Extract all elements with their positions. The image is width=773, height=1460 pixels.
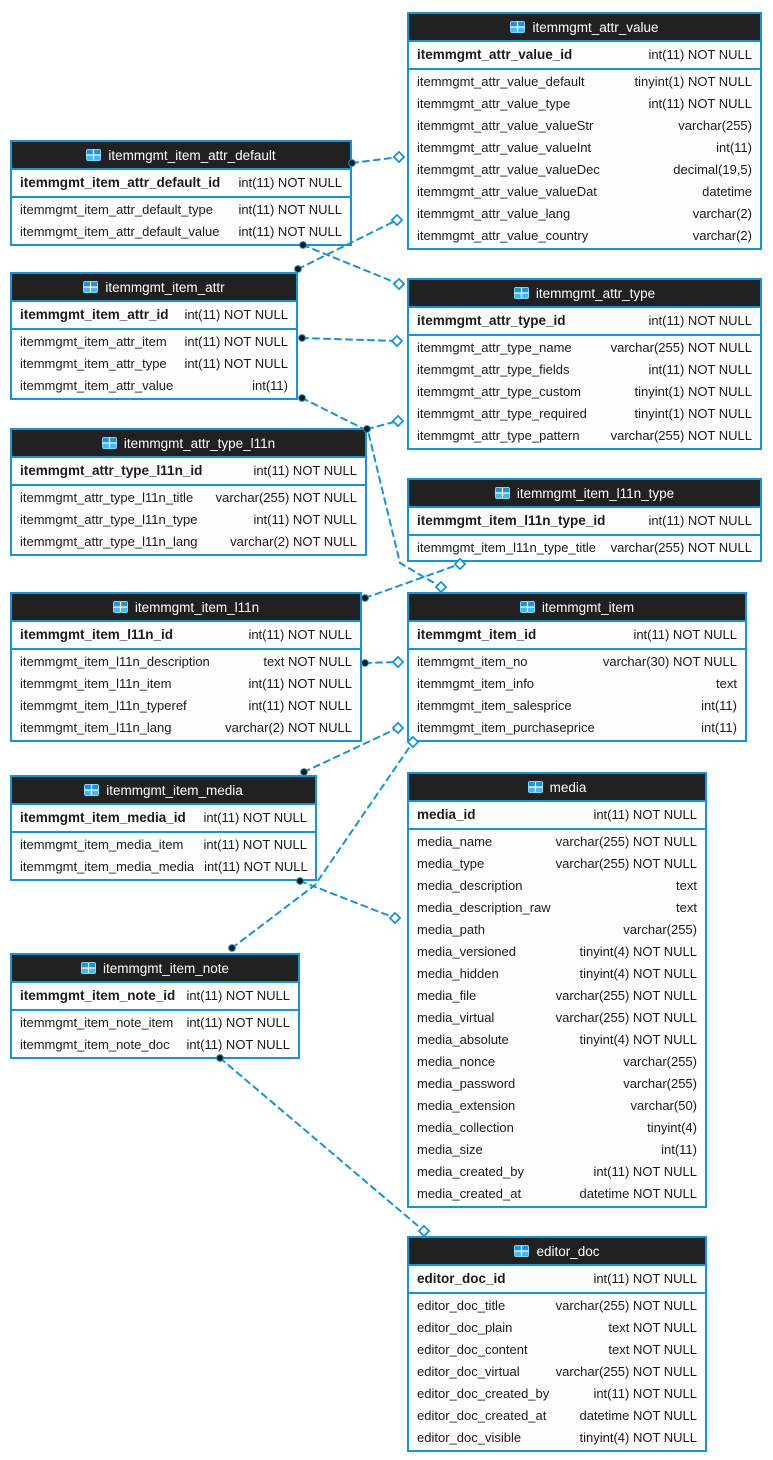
column-name: media_virtual <box>417 1010 495 1025</box>
column-type: varchar(255) NOT NULL <box>610 540 752 555</box>
column-type: decimal(19,5) <box>673 162 752 177</box>
column-type: tinyint(4) NOT NULL <box>579 1032 697 1047</box>
column-row <box>409 853 705 875</box>
column-list <box>409 650 745 740</box>
column-name: itemmgmt_attr_type_required <box>417 406 587 421</box>
column-name: itemmgmt_item_media_media <box>20 859 195 874</box>
column-type: varchar(2) NOT NULL <box>225 720 352 735</box>
table-grid-icon <box>514 1245 529 1257</box>
column-type: int(11) <box>252 378 288 393</box>
column-name: media_path <box>417 922 485 937</box>
pk-column-type: int(11) NOT NULL <box>593 807 697 822</box>
column-name: itemmgmt_attr_type_custom <box>417 384 582 399</box>
column-name: editor_doc_plain <box>417 1320 513 1335</box>
pk-column-type: int(11) NOT NULL <box>648 47 752 62</box>
column-name: itemmgmt_item_attr_item <box>20 334 167 349</box>
column-row <box>409 985 705 1007</box>
column-type: varchar(255) NOT NULL <box>555 988 697 1003</box>
pk-column-name: itemmgmt_item_attr_default_id <box>20 175 221 190</box>
column-type: datetime NOT NULL <box>579 1186 697 1201</box>
table-itemmgmt_attr_type_l11n[interactable] <box>10 428 367 556</box>
column-type: tinyint(4) NOT NULL <box>579 944 697 959</box>
column-type: varchar(255) <box>623 1076 697 1091</box>
pk-column-type: int(11) NOT NULL <box>238 175 342 190</box>
pk-column-type: int(11) NOT NULL <box>184 307 288 322</box>
column-row <box>409 875 705 897</box>
column-name: media_created_at <box>417 1186 522 1201</box>
column-row <box>409 1139 705 1161</box>
column-list <box>12 198 350 244</box>
pk-column-name: itemmgmt_item_l11n_type_id <box>417 513 606 528</box>
pk-row <box>12 983 298 1011</box>
column-type: int(11) NOT NULL <box>593 1164 697 1179</box>
column-type: int(11) NOT NULL <box>186 1015 290 1030</box>
relationship-endpoint-diamond <box>393 416 403 426</box>
column-type: varchar(2) NOT NULL <box>230 534 357 549</box>
column-name: editor_doc_title <box>417 1298 506 1313</box>
column-name: media_file <box>417 988 477 1003</box>
table-title: itemmgmt_item_media <box>106 782 243 798</box>
column-type: tinyint(4) <box>647 1120 697 1135</box>
column-name: itemmgmt_item_no <box>417 654 528 669</box>
relationship-itemmgmt_item_media-to-media <box>300 881 395 918</box>
column-row <box>12 331 296 353</box>
column-list <box>12 486 365 554</box>
table-itemmgmt_item_media[interactable] <box>10 775 317 881</box>
column-row <box>12 353 296 375</box>
column-list <box>12 833 315 879</box>
column-row <box>409 71 760 93</box>
relationship-endpoint-diamond <box>392 336 402 346</box>
column-row <box>12 221 350 243</box>
pk-column-name: itemmgmt_attr_type_id <box>417 313 566 328</box>
relationship-endpoint-diamond <box>392 215 402 225</box>
table-grid-icon <box>84 784 99 796</box>
column-name: itemmgmt_attr_value_valueDec <box>417 162 600 177</box>
column-name: itemmgmt_item_purchaseprice <box>417 720 595 735</box>
table-header[interactable] <box>12 430 365 458</box>
column-row <box>409 203 760 225</box>
table-header[interactable] <box>12 142 350 170</box>
table-grid-icon <box>113 601 128 613</box>
relationship-endpoint-dot <box>362 595 369 602</box>
table-header[interactable] <box>12 777 315 805</box>
column-list <box>12 650 360 740</box>
column-row <box>409 941 705 963</box>
column-row <box>12 199 350 221</box>
table-grid-icon <box>83 281 98 293</box>
column-name: itemmgmt_attr_type_fields <box>417 362 570 377</box>
column-type: int(11) NOT NULL <box>253 512 357 527</box>
table-title: itemmgmt_attr_value <box>532 19 659 35</box>
column-row <box>409 651 745 673</box>
relationship-endpoint-dot <box>362 660 369 667</box>
relationship-itemmgmt_attr_type_l11n-to-itemmgmt_attr_type <box>367 421 398 429</box>
column-row <box>409 93 760 115</box>
column-name: itemmgmt_attr_value_lang <box>417 206 571 221</box>
column-row <box>409 425 760 447</box>
pk-column-type: int(11) NOT NULL <box>648 313 752 328</box>
column-name: media_versioned <box>417 944 517 959</box>
column-name: itemmgmt_attr_value_valueDat <box>417 184 597 199</box>
column-type: varchar(255) NOT NULL <box>555 834 697 849</box>
column-name: media_password <box>417 1076 516 1091</box>
column-type: varchar(255) <box>678 118 752 133</box>
column-name: media_description_raw <box>417 900 551 915</box>
column-row <box>409 1383 705 1405</box>
column-row <box>12 695 360 717</box>
pk-column-type: int(11) NOT NULL <box>203 810 307 825</box>
column-row <box>12 1012 298 1034</box>
pk-column-type: int(11) NOT NULL <box>648 513 752 528</box>
relationship-endpoint-diamond <box>390 913 400 923</box>
column-type: varchar(255) NOT NULL <box>555 1364 697 1379</box>
column-name: itemmgmt_attr_value_valueInt <box>417 140 592 155</box>
column-name: itemmgmt_attr_type_l11n_lang <box>20 534 198 549</box>
table-itemmgmt_item_attr[interactable] <box>10 272 298 400</box>
column-row <box>409 181 760 203</box>
column-row <box>12 717 360 739</box>
column-row <box>409 1029 705 1051</box>
table-header[interactable] <box>409 14 760 42</box>
column-type: varchar(255) NOT NULL <box>610 340 752 355</box>
column-name: media_hidden <box>417 966 499 981</box>
column-type: int(11) <box>716 140 752 155</box>
table-header[interactable] <box>409 280 760 308</box>
column-name: itemmgmt_item_media_item <box>20 837 184 852</box>
column-type: tinyint(1) NOT NULL <box>634 74 752 89</box>
pk-column-name: itemmgmt_item_l11n_id <box>20 627 174 642</box>
column-name: editor_doc_created_by <box>417 1386 550 1401</box>
column-name: itemmgmt_attr_type_name <box>417 340 572 355</box>
pk-row <box>409 802 705 830</box>
column-type: text <box>716 676 737 691</box>
column-type: tinyint(4) NOT NULL <box>579 966 697 981</box>
table-itemmgmt_attr_value[interactable] <box>407 12 762 250</box>
table-title: itemmgmt_item_l11n_type <box>516 485 675 501</box>
column-type: text <box>676 900 697 915</box>
pk-row <box>409 1266 705 1294</box>
column-row <box>409 1007 705 1029</box>
table-grid-icon <box>510 21 525 33</box>
relationship-itemmgmt_item_attr-to-itemmgmt_attr_type <box>302 338 397 341</box>
column-row <box>409 1095 705 1117</box>
column-type: varchar(2) <box>692 228 752 243</box>
column-type: int(11) NOT NULL <box>593 1386 697 1401</box>
relationship-endpoint-diamond <box>419 1226 429 1236</box>
column-row <box>409 1183 705 1205</box>
column-type: text NOT NULL <box>608 1320 697 1335</box>
relationship-itemmgmt_item_attr_default-to-itemmgmt_attr_type <box>303 245 399 284</box>
column-row <box>12 834 315 856</box>
column-name: media_name <box>417 834 493 849</box>
pk-row <box>12 805 315 833</box>
column-row <box>409 1361 705 1383</box>
column-row <box>409 225 760 247</box>
column-name: itemmgmt_attr_value_type <box>417 96 571 111</box>
column-type: varchar(255) NOT NULL <box>555 856 697 871</box>
table-header[interactable] <box>12 594 360 622</box>
column-name: media_extension <box>417 1098 516 1113</box>
column-list <box>409 336 760 448</box>
column-row <box>409 137 760 159</box>
table-title: itemmgmt_attr_type <box>535 285 656 301</box>
column-type: int(11) NOT NULL <box>248 676 352 691</box>
table-editor_doc[interactable] <box>407 1236 707 1452</box>
pk-column-name: itemmgmt_item_attr_id <box>20 307 169 322</box>
column-name: media_nonce <box>417 1054 496 1069</box>
column-type: int(11) NOT NULL <box>238 202 342 217</box>
column-name: itemmgmt_item_l11n_type_title <box>417 540 596 555</box>
column-name: itemmgmt_item_attr_default_type <box>20 202 213 217</box>
column-name: itemmgmt_item_l11n_item <box>20 676 172 691</box>
column-row <box>409 1427 705 1449</box>
pk-column-name: itemmgmt_item_id <box>417 627 537 642</box>
column-name: itemmgmt_item_attr_value <box>20 378 174 393</box>
column-type: int(11) NOT NULL <box>648 362 752 377</box>
pk-row <box>12 170 350 198</box>
column-list <box>12 330 296 398</box>
relationship-endpoint-diamond <box>394 279 404 289</box>
relationship-endpoint-dot <box>299 395 306 402</box>
column-row <box>12 1034 298 1056</box>
column-row <box>409 1405 705 1427</box>
column-type: varchar(255) <box>623 1054 697 1069</box>
column-name: media_created_by <box>417 1164 524 1179</box>
relationship-endpoint-diamond <box>394 152 404 162</box>
column-name: itemmgmt_attr_type_pattern <box>417 428 580 443</box>
table-grid-icon <box>102 437 117 449</box>
column-name: itemmgmt_attr_type_l11n_title <box>20 490 194 505</box>
column-type: tinyint(1) NOT NULL <box>634 406 752 421</box>
column-row <box>409 1051 705 1073</box>
table-header[interactable] <box>12 274 296 302</box>
column-name: editor_doc_virtual <box>417 1364 520 1379</box>
column-name: editor_doc_created_at <box>417 1408 547 1423</box>
column-name: media_description <box>417 878 523 893</box>
column-type: varchar(50) <box>630 1098 697 1113</box>
column-row <box>12 487 365 509</box>
column-row <box>12 509 365 531</box>
column-type: tinyint(1) NOT NULL <box>634 384 752 399</box>
table-itemmgmt_item[interactable] <box>407 592 747 742</box>
column-type: datetime <box>702 184 752 199</box>
table-header[interactable] <box>409 594 745 622</box>
column-list <box>409 830 705 1206</box>
relationship-endpoint-dot <box>299 335 306 342</box>
table-itemmgmt_item_l11n_type[interactable] <box>407 478 762 562</box>
table-header[interactable] <box>409 1238 705 1266</box>
relationship-endpoint-diamond <box>393 723 403 733</box>
table-grid-icon <box>81 962 96 974</box>
column-row <box>409 1317 705 1339</box>
pk-column-name: editor_doc_id <box>417 1271 506 1286</box>
column-name: media_collection <box>417 1120 514 1135</box>
column-list <box>409 70 760 248</box>
pk-column-type: int(11) NOT NULL <box>593 1271 697 1286</box>
column-row <box>409 963 705 985</box>
table-itemmgmt_item_attr_default[interactable] <box>10 140 352 246</box>
column-type: text NOT NULL <box>608 1342 697 1357</box>
table-itemmgmt_attr_type[interactable] <box>407 278 762 450</box>
table-title: itemmgmt_attr_type_l11n <box>123 435 276 451</box>
table-title: itemmgmt_item_l11n <box>134 599 260 615</box>
relationship-endpoint-diamond <box>393 657 403 667</box>
column-type: int(11) NOT NULL <box>248 698 352 713</box>
column-row <box>409 1339 705 1361</box>
relationship-itemmgmt_item_attr_default-to-itemmgmt_attr_value <box>352 157 399 163</box>
column-type: int(11) NOT NULL <box>184 334 288 349</box>
column-type: int(11) <box>661 1142 697 1157</box>
column-name: itemmgmt_item_salesprice <box>417 698 572 713</box>
column-row <box>409 897 705 919</box>
relationship-endpoint-diamond <box>436 582 446 592</box>
pk-column-type: int(11) NOT NULL <box>186 988 290 1003</box>
column-name: itemmgmt_item_attr_default_value <box>20 224 220 239</box>
column-type: datetime NOT NULL <box>579 1408 697 1423</box>
table-title: itemmgmt_item_note <box>102 960 230 976</box>
column-row <box>409 831 705 853</box>
column-type: int(11) <box>701 720 737 735</box>
column-row <box>409 359 760 381</box>
column-type: int(11) NOT NULL <box>184 356 288 371</box>
column-row <box>409 717 745 739</box>
column-row <box>12 375 296 397</box>
pk-column-type: int(11) NOT NULL <box>248 627 352 642</box>
pk-column-name: itemmgmt_attr_type_l11n_id <box>20 463 203 478</box>
pk-row <box>12 302 296 330</box>
column-row <box>409 919 705 941</box>
column-name: media_size <box>417 1142 483 1157</box>
column-row <box>409 673 745 695</box>
column-row <box>409 537 760 559</box>
column-row <box>12 651 360 673</box>
column-name: itemmgmt_item_l11n_description <box>20 654 210 669</box>
column-type: varchar(255) NOT NULL <box>555 1010 697 1025</box>
column-type: int(11) NOT NULL <box>204 859 308 874</box>
column-type: varchar(255) NOT NULL <box>215 490 357 505</box>
pk-row <box>12 622 360 650</box>
relationship-itemmgmt_item_note-to-editor_doc <box>220 1058 424 1231</box>
column-type: varchar(2) <box>692 206 752 221</box>
column-row <box>12 856 315 878</box>
table-header[interactable] <box>409 774 705 802</box>
column-name: itemmgmt_item_attr_type <box>20 356 167 371</box>
table-title: media <box>549 779 587 795</box>
column-name: itemmgmt_item_note_item <box>20 1015 174 1030</box>
column-type: int(11) NOT NULL <box>186 1037 290 1052</box>
pk-column-name: itemmgmt_item_note_id <box>20 988 176 1003</box>
column-row <box>409 381 760 403</box>
column-row <box>409 159 760 181</box>
column-type: int(11) NOT NULL <box>238 224 342 239</box>
table-title: itemmgmt_item_attr <box>105 279 225 295</box>
column-type: varchar(255) NOT NULL <box>555 1298 697 1313</box>
column-name: itemmgmt_item_note_doc <box>20 1037 170 1052</box>
column-row <box>409 403 760 425</box>
pk-row <box>12 458 365 486</box>
table-grid-icon <box>495 487 510 499</box>
column-row <box>409 337 760 359</box>
table-itemmgmt_item_l11n[interactable] <box>10 592 362 742</box>
column-name: editor_doc_content <box>417 1342 528 1357</box>
column-type: varchar(255) NOT NULL <box>610 428 752 443</box>
column-name: itemmgmt_item_l11n_lang <box>20 720 172 735</box>
column-row <box>409 695 745 717</box>
pk-row <box>409 308 760 336</box>
table-title: itemmgmt_item <box>541 599 635 615</box>
table-grid-icon <box>528 781 543 793</box>
column-name: media_type <box>417 856 485 871</box>
table-header[interactable] <box>409 480 760 508</box>
column-name: itemmgmt_attr_value_country <box>417 228 589 243</box>
column-list <box>12 1011 298 1057</box>
column-type: int(11) <box>701 698 737 713</box>
column-name: media_absolute <box>417 1032 509 1047</box>
pk-column-name: itemmgmt_attr_value_id <box>417 47 573 62</box>
column-list <box>409 1294 705 1450</box>
column-row <box>12 531 365 553</box>
table-grid-icon <box>86 149 101 161</box>
table-itemmgmt_item_note[interactable] <box>10 953 300 1059</box>
column-row <box>409 1117 705 1139</box>
column-row <box>409 1161 705 1183</box>
relationship-endpoint-dot <box>229 945 236 952</box>
column-row <box>409 1295 705 1317</box>
column-name: itemmgmt_item_l11n_typeref <box>20 698 187 713</box>
column-name: itemmgmt_item_info <box>417 676 535 691</box>
column-type: text <box>676 878 697 893</box>
table-title: itemmgmt_item_attr_default <box>108 147 276 163</box>
column-type: text NOT NULL <box>263 654 352 669</box>
column-type: varchar(30) NOT NULL <box>602 654 737 669</box>
column-row <box>409 1073 705 1095</box>
relationship-itemmgmt_item_l11n-to-itemmgmt_item <box>365 662 398 663</box>
pk-column-type: int(11) NOT NULL <box>253 463 357 478</box>
column-name: itemmgmt_attr_value_valueStr <box>417 118 594 133</box>
column-row <box>409 115 760 137</box>
table-title: editor_doc <box>536 1243 600 1259</box>
column-type: int(11) NOT NULL <box>648 96 752 111</box>
table-header[interactable] <box>12 955 298 983</box>
column-type: int(11) NOT NULL <box>203 837 307 852</box>
column-type: varchar(255) <box>623 922 697 937</box>
column-list <box>409 536 760 560</box>
column-name: itemmgmt_attr_value_default <box>417 74 585 89</box>
pk-row <box>409 42 760 70</box>
pk-row <box>409 508 760 536</box>
pk-row <box>409 622 745 650</box>
column-name: itemmgmt_attr_type_l11n_type <box>20 512 198 527</box>
pk-column-name: media_id <box>417 807 476 822</box>
column-row <box>12 673 360 695</box>
column-type: tinyint(4) NOT NULL <box>579 1430 697 1445</box>
pk-column-name: itemmgmt_item_media_id <box>20 810 186 825</box>
pk-column-type: int(11) NOT NULL <box>633 627 737 642</box>
column-name: editor_doc_visible <box>417 1430 522 1445</box>
table-media[interactable] <box>407 772 707 1208</box>
table-grid-icon <box>514 287 529 299</box>
table-grid-icon <box>520 601 535 613</box>
